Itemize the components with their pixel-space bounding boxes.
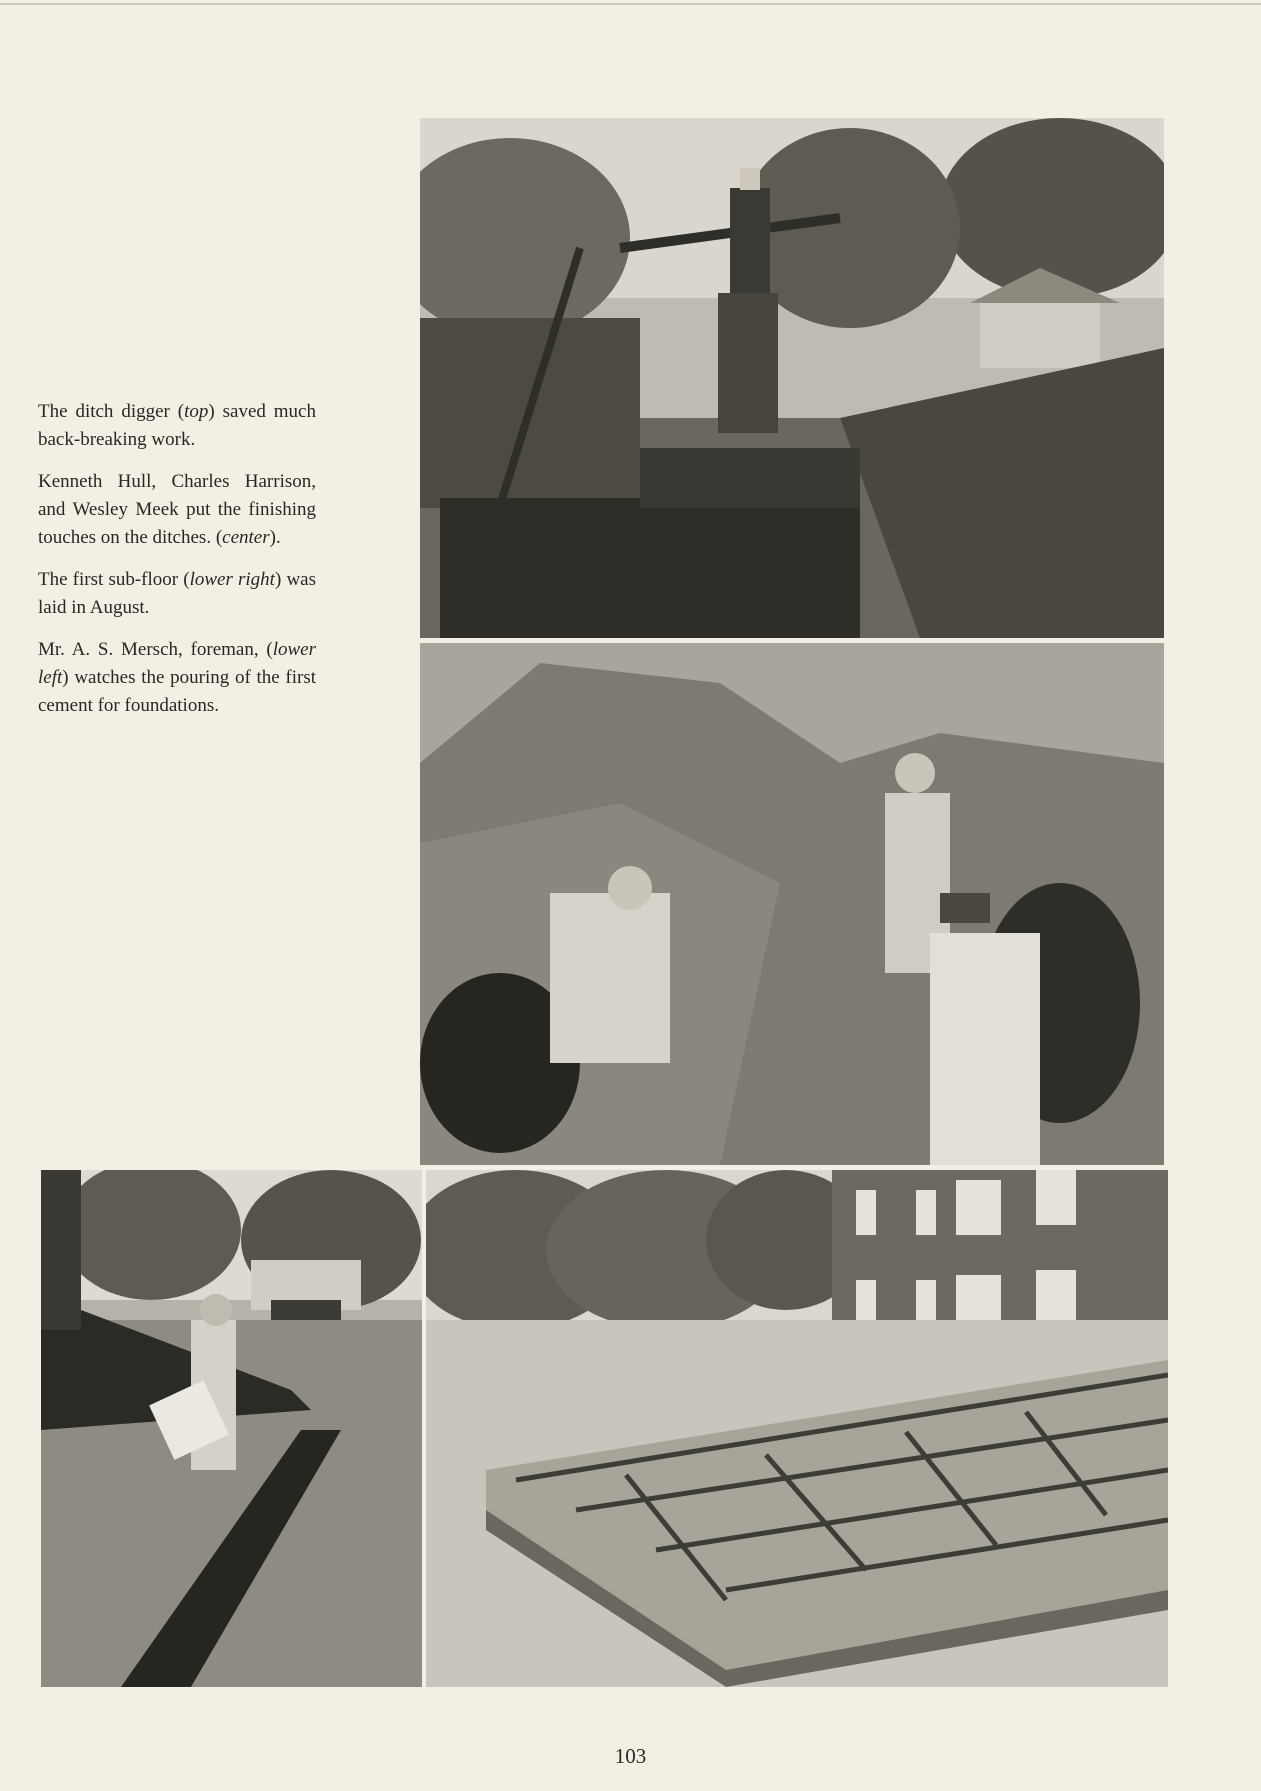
caption-lower-left: Mr. A. S. Mersch, foreman, (lower left) watches the pouring of the first cement for foundations. <box>38 639 316 716</box>
photo-sub-floor <box>426 1170 1168 1687</box>
caption-top: The ditch digger (top) saved much back-breaking work. <box>38 401 316 450</box>
caption-block <box>38 398 316 734</box>
caption-lower-right: The first sub-floor (lower right) was laid in August. <box>38 569 316 618</box>
top-rule <box>0 3 1261 5</box>
caption-center: Kenneth Hull, Charles Harrison, and Wesley Meek put the finishing touches on the ditches. (center). <box>38 471 316 548</box>
photo-ditch-workers <box>420 643 1164 1165</box>
photo-cement-pouring <box>41 1170 422 1687</box>
photo-ditch-digger <box>420 118 1164 638</box>
page-number: 103 <box>614 1744 647 1768</box>
